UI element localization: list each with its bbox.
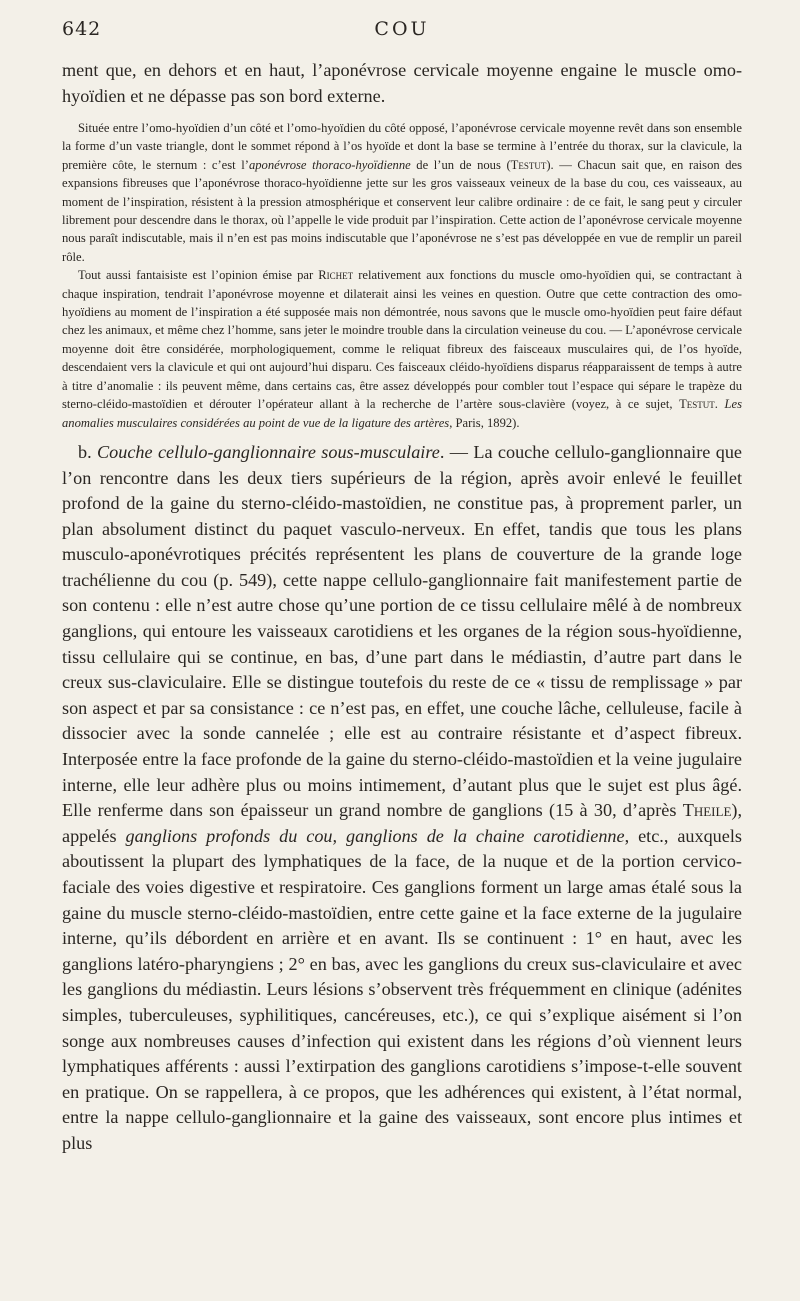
page-header — [62, 18, 742, 58]
page-number: 642 — [62, 18, 102, 40]
running-head: COU — [374, 18, 430, 40]
paragraph-continuation: ment que, en dehors et en haut, l’aponévrose cervicale moyenne engaine le muscle omo-hyoïdien et ne dépasse pas son bord externe. — [62, 60, 742, 106]
paragraph-note-richet: Tout aussi fantaisiste est l’opinion émise par Richet relativement aux fonctions du muscle omo-hyoïdien qui, se contractant à chaque inspiration, tendrait l’aponévrose moyenne et dilaterait ainsi les veines en question. Outre que cette contraction des omo-hyoïdiens au moment de l’inspiration a été supposée mais non démontrée, nous savons que le muscle omo-hyoïdien peut faire défaut chez les animaux, et même chez l’homme, sans jeter le moindre trouble dans la circulation veineuse du cou. — L’aponévrose cervicale moyenne doit être considérée, morphologiquement, comme le reliquat fibreux des faisceaux musculaires qui, de l’os hyoïde, descendaient vers la clavicule et qui ont aujourd’hui disparu. Ces faisceaux cléido-hyoïdiens disparus réapparaissent de temps à autre à titre d’anomalie : ils peuvent même, dans certains cas, être assez développés pour combler tout l’espace qui sépare le trapèze du sterno-cléido-mastoïdien et dérouter l’opérateur allant à la recherche de l’artère sous-clavière (voyez, à ce sujet, Testut. Les anomalies musculaires considérées au point de vue de la ligature des artères, Paris, 1892). — [62, 268, 742, 430]
paragraph-note-aponevrose: Située entre l’omo-hyoïdien d’un côté et l’omo-hyoïdien du côté opposé, l’aponévrose cervicale moyenne revêt dans son ensemble la forme d’un vaste triangle, dont le sommet répond à l’os hyoïde et dont la base se termine à l’entrée du thorax, sur la clavicule, la première côte, le sternum : c’est l’aponévrose thoraco-hyoïdienne de l’un de nous (Testut). — Chacun sait que, en raison des expansions fibreuses que l’aponévrose thoraco-hyoïdienne jette sur les gros vaisseaux veineux de la base du cou, ces vaisseaux, au moment de l’inspiration, résistent à la pression atmosphérique et conservent leur calibre ordinaire : de ce fait, le sang peut y circuler librement pour descendre dans le thorax, où l’appelle le vide produit par l’inspiration. Cette action de l’aponévrose cervicale moyenne nous paraît indiscutable, mais il n’en est pas moins indiscutable que l’aponévrose ne s’est pas développée en vue de remplir un pareil rôle. — [62, 121, 743, 264]
paragraph-couche-cellulo-ganglionnaire: b. Couche cellulo-ganglionnaire sous-musculaire. — La couche cellulo-ganglionnaire que l’on rencontre dans les deux tiers supérieurs de la région, après avoir enlevé le feuillet profond de la gaine du sterno-cléido-mastoïdien, ne constitue pas, à proprement parler, un plan absolument distinct du paquet vasculo-nerveux. En effet, tandis que tous les plans musculo-aponévrotiques précités représentent les plans de couverture de la grande loge trachélienne du cou (p. 549), cette nappe cellulo-ganglionnaire fait manifestement partie de son contenu : elle n’est autre chose qu’une portion de ce tissu cellulaire mêlé à de nombreux ganglions, qui entoure les vaisseaux carotidiens et les organes de la région sous-hyoïdienne, tissu cellulaire qui se continue, en bas, d’une part dans le médiastin, d’autre part dans le creux sus-claviculaire. Elle se distingue toutefois du reste de ce « tissu de remplissage » par son aspect et par sa consistance : ce n’est pas, en effet, une couche lâche, celluleuse, facile à dissocier avec la sonde cannelée ; elle est au contraire résistante et d’aspect fibreux. Interposée entre la face profonde de la gaine du sterno-cléido-mastoïdien et la veine jugulaire interne, elle leur adhère plus ou moins intimement, d’autant plus que le sujet est plus âgé. Elle renferme dans son épaisseur un grand nombre de ganglions (15 à 30, d’après Theile), appelés ganglions profonds du cou, ganglions de la chaine carotidienne, etc., auxquels aboutissent la plupart des lymphatiques de la face, de la nuque et de la portion cervico-faciale des voies digestive et respiratoire. Ces ganglions forment un large amas étalé sous la gaine du muscle sterno-cléido-mastoïdien, entre cette gaine et la face externe de la jugulaire interne, qu’ils débordent en arrière et en avant. Ils se continuent : 1° en haut, avec les ganglions latéro-pharyngiens ; 2° en bas, avec les ganglions du creux sus-claviculaire et avec les ganglions du médiastin. Leurs lésions s’observent très fréquemment en clinique (adénites simples, tuberculeuses, syphilitiques, cancéreuses, etc.), ce qui s’explique aisément si l’on songe aux nombreuses causes d’infection qui existent dans les régions d’où viennent leurs lymphatiques afférents : aussi l’extirpation des ganglions carotidiens s’impose-t-elle souvent en pratique. On se rappellera, à ce propos, que les adhérences qui existent, à l’état normal, entre la nappe cellulo-ganglionnaire et la gaine des vaisseaux, sont encore plus intimes et plus — [62, 441, 742, 1153]
